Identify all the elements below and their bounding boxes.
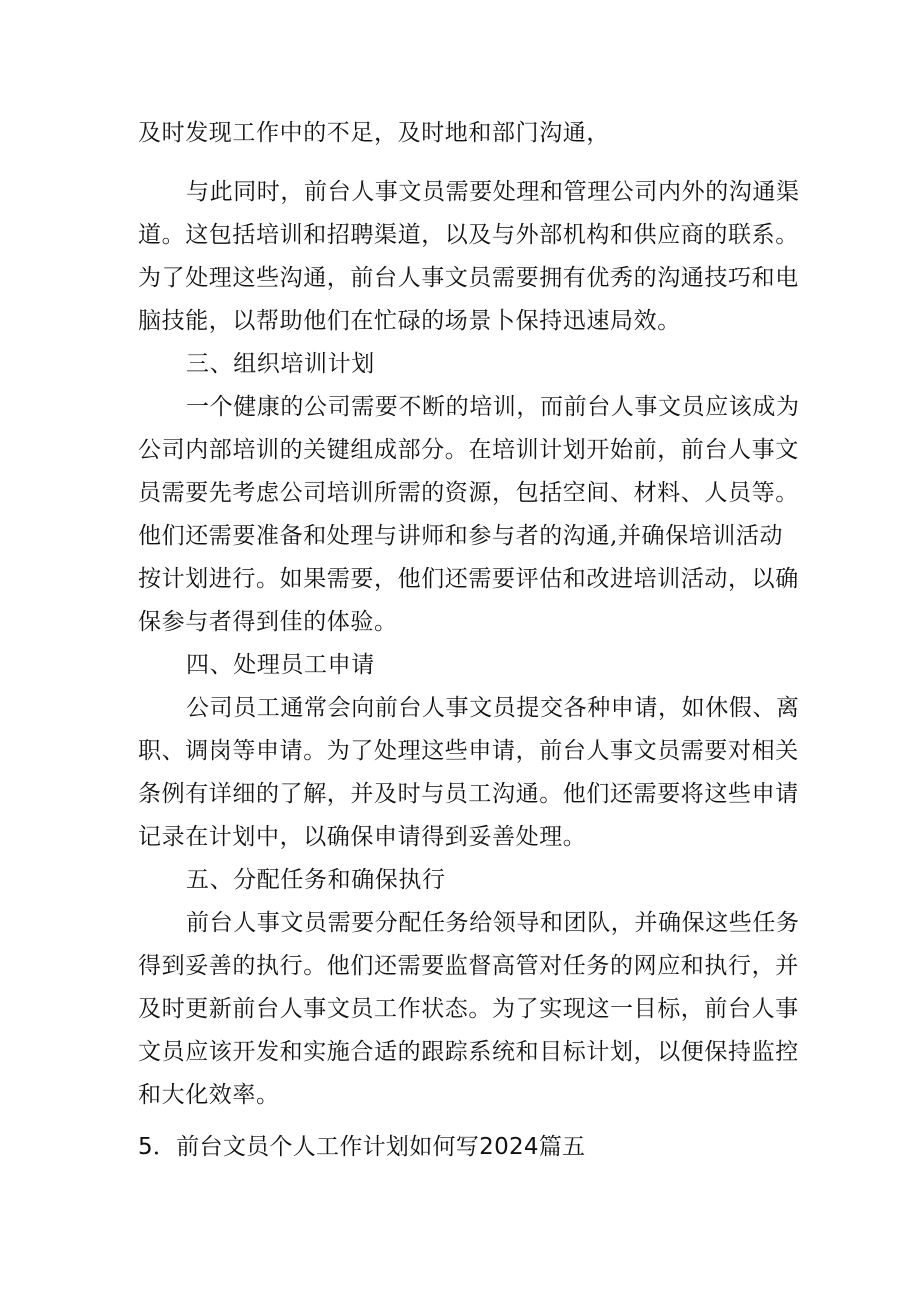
paragraph-line: 他们还需要准备和处理与讲师和参与者的沟通,并确保培训活动 — [138, 523, 784, 549]
paragraph-line: 保参与者得到佳的体验。 — [138, 609, 398, 635]
paragraph-line: 条例有详细的了解，并及时与员工沟通。他们还需要将这些申请 — [138, 781, 799, 807]
paragraph-line: 文员应该开发和实施合适的跟踪系统和目标计划，以便保持监控 — [138, 1039, 799, 1065]
paragraph-line: 员需要先考虑公司培训所需的资源，包括空间、材料、人员等。 — [138, 480, 799, 506]
paragraph-line: 一个健康的公司需要不断的培训，而前台人事文员应该成为 — [186, 394, 800, 420]
paragraph-line: 和大化效率。 — [138, 1082, 280, 1108]
paragraph-line: 为了处理这些沟通，前台人事文员需要拥有优秀的沟通技巧和电 — [138, 265, 799, 291]
paragraph-line: 脑技能，以帮助他们在忙碌的场景卜保持迅速局效。 — [138, 308, 681, 334]
paragraph-line: 及时发现工作中的不足，及时地和部门沟通， — [138, 120, 610, 146]
paragraph-line: 按计划进行。如果需要，他们还需要评估和改进培训活动，以确 — [138, 566, 799, 592]
paragraph-line: 职、调岗等申请。为了处理这些申请，前台人事文员需要对相关 — [138, 738, 799, 764]
paragraph-line: 公司员工通常会向前台人事文员提交各种申请，如休假、离 — [186, 695, 800, 721]
numbered-section-heading: 5．前台文员个人工作计划如何写2024篇五 — [138, 1134, 586, 1160]
section-heading-three: 三、组织培训计划 — [186, 351, 375, 377]
section-heading-four: 四、处理员工申请 — [186, 652, 375, 678]
paragraph-line: 记录在计划中，以确保申请得到妥善处理。 — [138, 824, 587, 850]
paragraph-line: 得到妥善的执行。他们还需要监督高管对任务的网应和执行，并 — [138, 953, 799, 979]
paragraph-line: 及时更新前台人事文员工作状态。为了实现这一目标，前台人事 — [138, 996, 799, 1022]
paragraph-line: 道。这包括培训和招聘渠道，以及与外部机构和供应商的联系。 — [138, 222, 799, 248]
section-heading-five: 五、分配任务和确保执行 — [186, 867, 446, 893]
paragraph-line: 前台人事文员需要分配任务给领导和团队，并确保这些任务 — [186, 910, 800, 936]
paragraph-line: 公司内部培训的关键组成部分。在培训计划开始前，前台人事文 — [138, 437, 799, 463]
paragraph-line: 与此同时，前台人事文员需要处理和管理公司内外的沟通渠 — [186, 179, 800, 205]
